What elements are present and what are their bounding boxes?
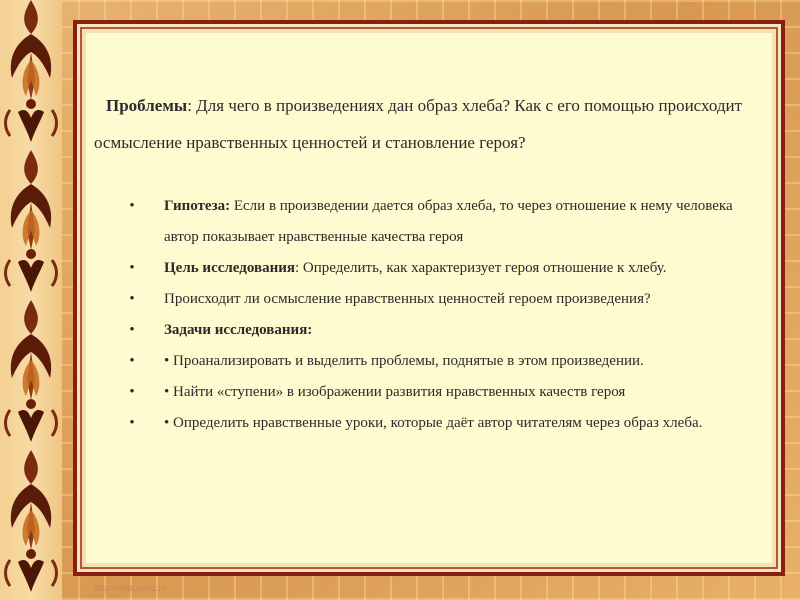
problem-label: Проблемы: [106, 96, 188, 115]
item-text: • Найти «ступени» в изображении развития нравственных качеств героя: [164, 384, 626, 400]
list-item-goal: [126, 253, 746, 284]
bullet-icon: •: [129, 384, 135, 400]
item-label: Гипотеза:: [164, 198, 231, 214]
bullet-icon: •: [129, 415, 135, 431]
item-text: Происходит ли осмысление нравственных ценностей героем произведения?: [164, 291, 651, 307]
list-item-tasks-heading: [126, 315, 746, 346]
bullet-icon: •: [129, 260, 135, 276]
item-label: Цель исследования: [164, 260, 295, 276]
problem-statement: [94, 87, 754, 161]
list-item-task-1: [126, 346, 746, 377]
bullet-icon: •: [129, 322, 135, 338]
slide-content: [86, 33, 772, 563]
watermark-url: http://aida.ucoz.ru: [95, 583, 167, 593]
left-ornament-strip: [0, 0, 62, 600]
bullet-icon: •: [129, 353, 135, 369]
problem-text: : Для чего в произведениях дан образ хлеба? Как с его помощью происходит осмысление нравственных ценностей и становление героя?: [94, 96, 743, 152]
item-text: : Определить, как характеризует героя отношение к хлебу.: [294, 260, 667, 276]
list-item-hypothesis: [126, 191, 746, 253]
bullet-icon: •: [129, 291, 135, 307]
item-text: Если в произведении дается образ хлеба, то через отношение к нему человека автор показывает нравственные качества героя: [164, 198, 733, 245]
list-item-task-2: [126, 377, 746, 408]
list-item-task-3: [126, 408, 746, 439]
item-text: • Определить нравственные уроки, которые даёт автор читателям через образ хлеба.: [164, 415, 703, 431]
ornament-icon: [0, 0, 62, 600]
bullet-icon: •: [129, 198, 135, 214]
research-list: [126, 191, 746, 439]
item-label: Задачи исследования:: [164, 322, 313, 338]
item-text: • Проанализировать и выделить проблемы, поднятые в этом произведении.: [164, 353, 644, 369]
list-item-question: [126, 284, 746, 315]
